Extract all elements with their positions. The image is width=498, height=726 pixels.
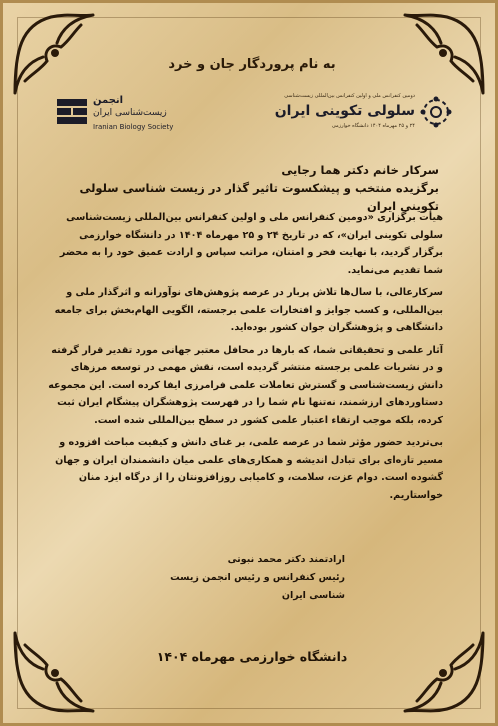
society-title: انجمن [93, 95, 124, 106]
society-name-en: Iranian Biology Society [93, 123, 174, 131]
paragraph: بی‌تردید حضور مؤثر شما در عرصه علمی، بر غنای دانش و کیفیت مباحث افزوده و مسیر تازه‌ای برای تبادل اندیشه و همکاری‌های علمی میان دانشمندان ایران و جهان گشوده است. دوام عزت، سلامت، و کامیابی روزافزونتان را از درگاه ایزد منان خواستاریم. [55, 437, 443, 501]
corner-ornament-top-left [11, 11, 97, 97]
footer-date: دانشگاه خوارزمی مهرماه ۱۴۰۴ [156, 649, 348, 664]
paragraph: هیأت برگزاری «دومین کنفرانس ملی و اولین کنفرانس بین‌المللی زیست‌شناسی سلولی تکوینی ایران»، که در تاریخ ۲۴ و ۲۵ مهرماه ۱۴۰۴ در دانشگاه خوارزمی برگزار گردید، با نهایت فخر و امتنان، مراتب سپاس و ارادت عمیق خود را به محضر شما تقدیم می‌نماید. [59, 212, 443, 276]
conference-date-note: ۲۴ و ۲۵ مهرماه ۱۴۰۴ دانشگاه خوارزمی [331, 123, 415, 129]
society-name: زیست‌شناسی ایران [93, 108, 167, 118]
body-text [47, 209, 443, 509]
iranian-biology-society-logo [55, 91, 195, 141]
paragraph: آثار علمی و تحقیقاتی شما، که بارها در محافل معتبر جهانی مورد تقدیر قرار گرفته و در نشریات علمی برجسته منتشر گردیده است، نقش مهمی در توسعه مرزهای دانش زیست‌شناسی و گسترش تعاملات علمی فرامرزی ایفا کرده است. این مجموعه دستاوردهای ارزشمند، نه‌تنها نام شما را در فهرست پژوهشگران پیشگام ایران ثبت کرده، بلکه موجب ارتقاء اعتبار علمی کشور در سطح بین‌المللی شده است. [48, 344, 443, 426]
signature-block [145, 551, 345, 605]
conference-subtitle: دومین کنفرانس ملی و اولین کنفرانس بین‌المللی زیست‌شناسی [284, 93, 415, 99]
recipient-name: سرکار خانم دکتر هما رجایی [281, 163, 439, 177]
recipient-title: برگزیده منتخب و پیشکسوت تاثیر گذار در زیست شناسی سلولی تکوینی ایران [79, 181, 439, 213]
heading: به نام پروردگار جان و خرد [168, 57, 336, 72]
conference-name: سلولی تکوینی ایران [274, 103, 415, 119]
signer-name: ارادتمند دکتر محمد نبوتی [227, 554, 345, 565]
corner-ornament-bottom-right [401, 629, 487, 715]
conference-logo [274, 91, 453, 141]
society-emblem-icon [55, 97, 89, 127]
corner-ornament-top-right [401, 11, 487, 97]
corner-ornament-bottom-left [11, 629, 97, 715]
recipient-block [49, 161, 439, 215]
paragraph: سرکارعالی، با سال‌ها تلاش پربار در عرصه پژوهش‌های نوآورانه و اثرگذار ملی و بین‌المللی، و کسب جوایز و افتخارات علمی برجسته، الگویی الهام‌بخش برای جامعه دانشگاهی و پژوهشگران جوان کشور بوده‌اید. [54, 287, 443, 333]
signer-title: رئیس کنفرانس و رئیس انجمن زیست شناسی ایران [170, 572, 345, 601]
cell-ring-icon [419, 95, 453, 129]
